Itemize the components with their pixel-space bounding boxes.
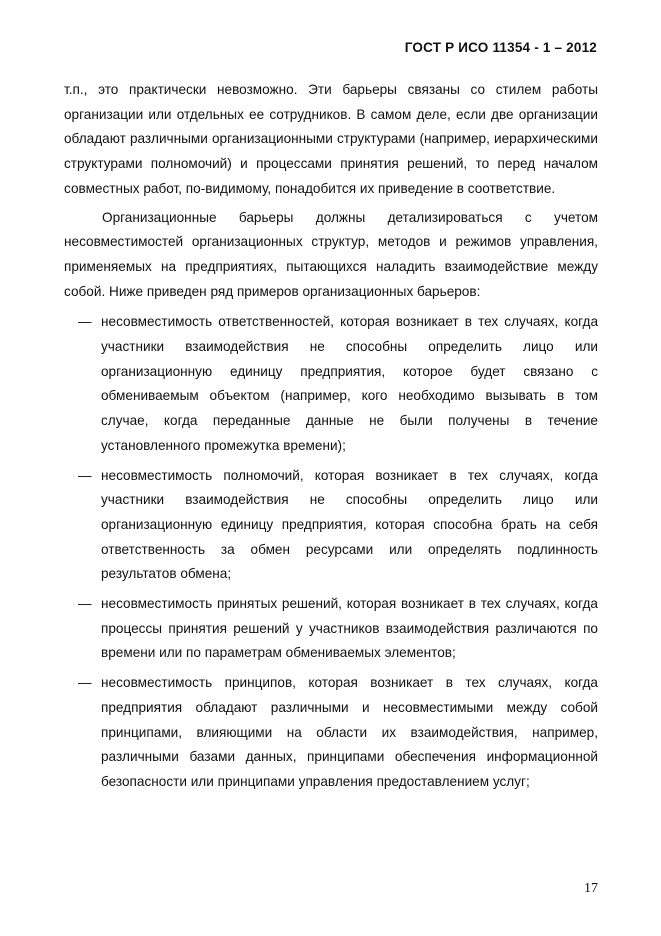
dash-bullet: — [78,675,92,691]
paragraph: т.п., это практически невозможно. Эти барьеры связаны со стилем работы организации или отдельных ее сотрудников. В самом деле, если две организации обладают различными организационными структурами (например, иерархическими структурами полномочий) и процессами принятия решений, то перед началом совместных работ, по-видимому, понадобится их приведение в соответствие. [64,82,598,196]
list-item [64,671,598,795]
page-number: 17 [584,881,598,896]
document-header: ГОСТ Р ИСО 11354 - 1 – 2012 [404,40,597,55]
list-item-text: несовместимость ответственностей, которая возникает в тех случаях, когда участники взаимодействия не способны определить лицо или организационную единицу предприятия, которое будет связано с обмениваемым объектом (например, кого необходимо вызывать в том случае, когда переданные данные не были получены в течение установленного промежутка времени); [101,314,598,453]
dash-bullet: — [78,596,92,612]
list-item [64,592,598,666]
paragraph: Организационные барьеры должны детализироваться с учетом несовместимостей организационных структур, методов и режимов управления, применяемых на предприятиях, пытающихся наладить взаимодействие между собой. Ниже приведен ряд примеров организационных барьеров: [64,209,598,299]
list-item-text: несовместимость полномочий, которая возникает в тех случаях, когда участники взаимодействия не способны определить лицо или организационную единицу предприятия, которая способна брать на себя ответственность за обмен ресурсами или определять подлинность результатов обмена; [101,467,598,582]
list-item-text: несовместимость принципов, которая возникает в тех случаях, когда предприятия обладают различными и несовместимыми между собой принципами, влияющими на области их взаимодействия, например, различными базами данных, принципами обеспечения информационной безопасности или принципами управления предоставлением услуг; [101,675,598,789]
barrier-list [64,310,598,794]
dash-bullet: — [78,314,92,330]
list-item [64,310,598,458]
dash-bullet: — [78,467,92,483]
document-body [64,78,598,795]
list-item [64,464,598,588]
list-item-text: несовместимость принятых решений, которая возникает в тех случаях, когда процессы принятия решений у участников взаимодействия различаются по времени или по параметрам обмениваемых элементов; [101,596,598,661]
